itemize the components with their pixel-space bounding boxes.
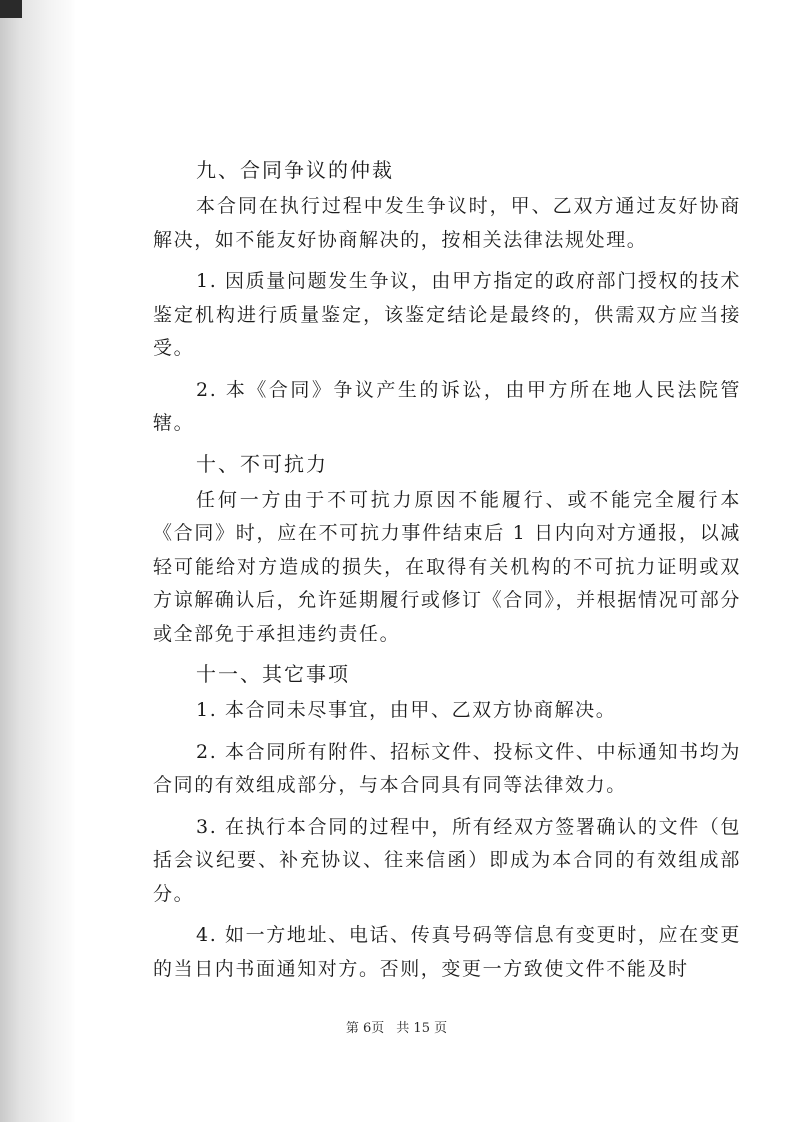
- page-total: 共 15 页: [396, 1021, 448, 1036]
- paragraph: 2. 本合同所有附件、招标文件、投标文件、中标通知书均为合同的有效组成部分，与本合同具有同等法律效力。: [153, 740, 741, 796]
- paragraph: 1. 本合同未尽事宜，由甲、乙双方协商解决。: [196, 699, 617, 721]
- paragraph: 本合同在执行过程中发生争议时，甲、乙双方通过友好协商解决，如不能友好协商解决的，按相关法律法规处理。: [153, 195, 741, 251]
- paragraph: 2. 本《合同》争议产生的诉讼，由甲方所在地人民法院管辖。: [153, 378, 741, 434]
- section-heading: 九、合同争议的仲裁: [196, 158, 394, 182]
- page-footer: [0, 1017, 793, 1036]
- paragraph: 1. 因质量问题发生争议，由甲方指定的政府部门授权的技术鉴定机构进行质量鉴定，该鉴定结论是最终的，供需双方应当接受。: [153, 270, 741, 359]
- section-heading: 十一、其它事项: [196, 662, 350, 686]
- paragraph: 3. 在执行本合同的过程中，所有经双方签署确认的文件（包括会议纪要、补充协议、往来信函）即成为本合同的有效组成部分。: [153, 815, 741, 905]
- document-body: [153, 155, 741, 994]
- scan-binding-edge: [0, 0, 76, 1122]
- page-number: 第 6页: [345, 1021, 385, 1036]
- section-force-majeure: [153, 449, 741, 652]
- section-other-matters: [153, 659, 741, 986]
- paragraph: 任何一方由于不可抗力原因不能履行、或不能完全履行本《合同》时，应在不可抗力事件结束后 1 日内向对方通报，以减轻可能给对方造成的损失，在取得有关机构的不可抗力证明或双方谅解确认后，允许延期履行或修订《合同》，并根据情况可部分或全部免于承担违约责任。: [153, 488, 741, 645]
- section-heading: 十、不可抗力: [196, 451, 328, 476]
- paragraph: 4. 如一方地址、电话、传真号码等信息有变更时，应在变更的当日内书面通知对方。否则，变更一方致使文件不能及时: [153, 924, 741, 980]
- scan-corner-mark: [0, 0, 22, 18]
- section-dispute-arbitration: [153, 155, 741, 441]
